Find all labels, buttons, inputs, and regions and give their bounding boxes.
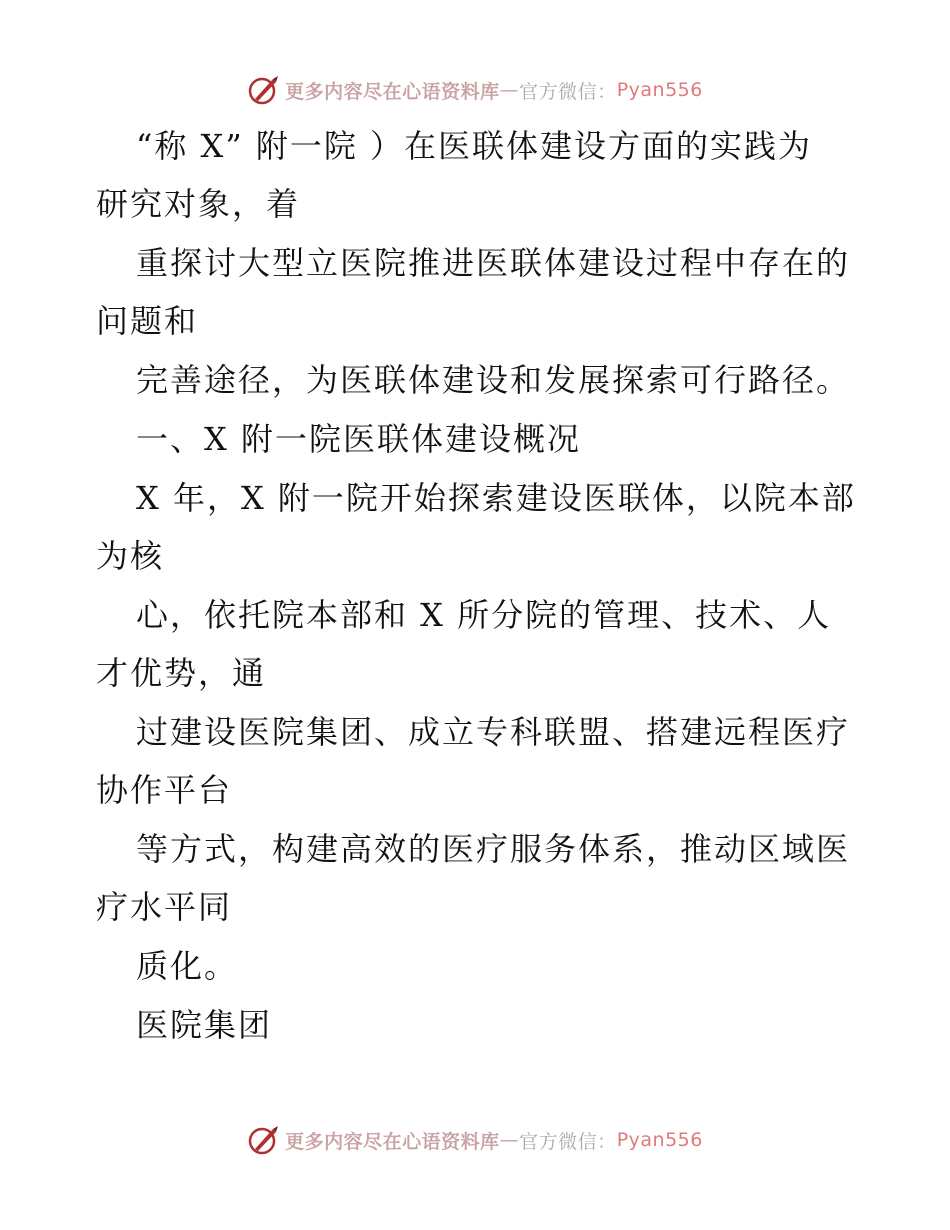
watermark-wechat-label: 官方微信： xyxy=(519,80,617,103)
watermark-separator: — xyxy=(499,79,520,101)
watermark-main-text: 更多内容尽在心语资料库 xyxy=(285,80,500,103)
text-line: 等方式，构建高效的医疗服务体系，推动区域医 xyxy=(136,830,851,868)
text-line: 协作平台 xyxy=(96,771,233,809)
text-line: 完善途径，为医联体建设和发展探索可行路径。 xyxy=(136,361,851,399)
text-line: 为核 xyxy=(96,537,165,575)
text-line: 研究对象，着 xyxy=(96,185,301,223)
subsection-heading: 医院集团 xyxy=(136,1006,273,1044)
text-line: 问题和 xyxy=(96,302,199,340)
watermark-main-text: 更多内容尽在心语资料库 xyxy=(285,1130,500,1153)
header-watermark xyxy=(0,70,950,110)
text-line: 重探讨大型立医院推进医联体建设过程中存在的 xyxy=(136,244,851,282)
text-line: 质化。 xyxy=(136,947,239,985)
quill-pen-circle-icon xyxy=(247,1123,281,1157)
text-line: X 年，X 附一院开始探索建设医联体，以院本部 xyxy=(136,479,856,517)
text-line: “称 X” 附一院 ）在医联体建设方面的实践为 xyxy=(136,127,813,165)
watermark-separator: — xyxy=(499,1129,520,1151)
footer-watermark xyxy=(0,1120,950,1160)
text-line: 过建设医院集团、成立专科联盟、搭建远程医疗 xyxy=(136,713,851,751)
watermark-wechat-id: Pyan556 xyxy=(616,79,703,101)
text-line: 心，依托院本部和 X 所分院的管理、技术、人 xyxy=(136,596,832,634)
text-line: 才优势，通 xyxy=(96,654,267,692)
quill-pen-circle-icon xyxy=(247,73,281,107)
watermark-wechat-label: 官方微信： xyxy=(519,1130,617,1153)
section-heading: 一、X 附一院医联体建设概况 xyxy=(136,420,581,458)
text-line: 疗水平同 xyxy=(96,888,233,926)
watermark-wechat-id: Pyan556 xyxy=(616,1129,703,1151)
